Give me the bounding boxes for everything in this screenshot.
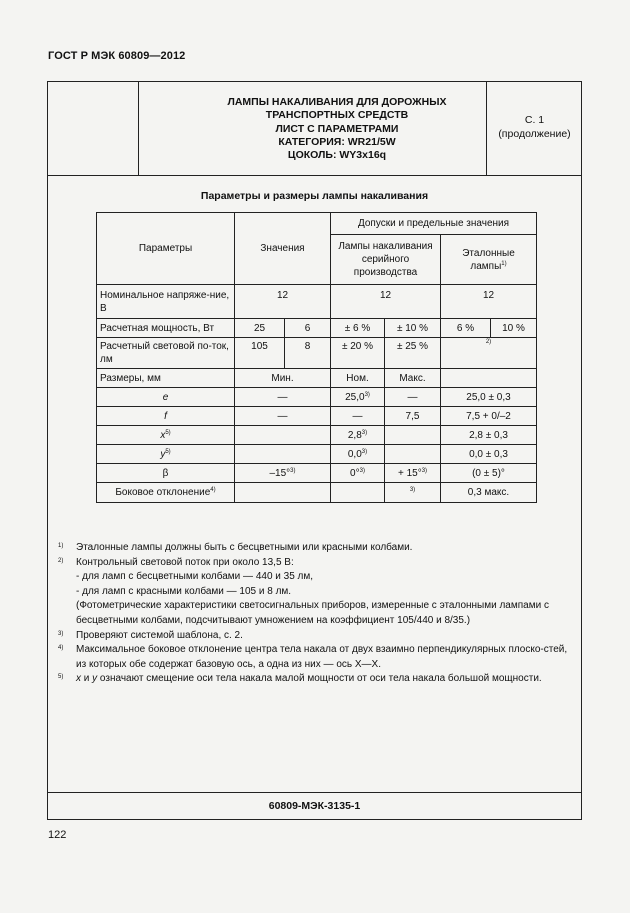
footnote: 2) Контрольный световой поток при около 13,5 В: [58,556,294,568]
cell-value: ± 25 % [385,338,441,369]
row-label: Боковое отклонение$^{4)}$ [97,483,235,503]
sheet-page-cell [486,82,582,175]
footnote: 5) x и y означают смещение оси тела накала малой мощности от оси тела накала большой мощности. [58,673,542,685]
cell-empty [331,483,385,503]
footnote-line: - для ламп с бесцветными колбами — 440 и 35 лм, [76,571,314,583]
header-reference: Эталонные лампы$^{1)}$ [441,235,537,285]
table-row [97,483,537,503]
row-label: e [97,388,235,407]
cell-value: 10 % [491,319,537,338]
cell-value: 6 [285,319,331,338]
cell-value: 7,5 + 0/–2 [441,407,537,426]
cell-value: Мин. [235,369,331,388]
row-label: Расчетный световой по-ток, лм [97,338,235,369]
cell-value: 25,0 ± 0,3 [441,388,537,407]
cell-value: ± 6 % [331,319,385,338]
table-title: Параметры и размеры лампы накаливания [200,190,429,202]
cell-value: 3) [385,483,441,503]
table-row [97,388,537,407]
cell-value: 2,8 ± 0,3 [441,426,537,445]
cell-value: — [235,388,331,407]
cell-value: 105 [235,338,285,369]
title-block [48,82,581,176]
cell-value: 25 [235,319,285,338]
table-row [97,213,537,235]
cell-value: ± 10 % [385,319,441,338]
title-line: ЦОКОЛЬ: WY3x16q [287,149,387,162]
sheet-page: С. 1 [524,114,545,126]
table-row [97,407,537,426]
table-row [97,338,537,369]
footnote-line: - для ламп с красными колбами — 105 и 8 лм. [76,585,292,597]
cell-value: 0°$^{3)}$ [331,464,385,483]
sheet-title [139,96,535,162]
row-label: Размеры, мм [97,369,235,388]
footnotes [58,541,573,687]
cell-value: — [385,388,441,407]
table-row [97,426,537,445]
cell-value: 6 % [441,319,491,338]
table-row [97,464,537,483]
table-row [97,285,537,319]
title-line: ЛАМПЫ НАКАЛИВАНИЯ ДЛЯ ДОРОЖНЫХ [227,96,447,108]
cell-empty [235,483,331,503]
table-row [97,369,537,388]
table-row [97,445,537,464]
row-label: Номинальное напряже-ние, В [97,285,235,319]
cell-value: + 15°$^{3)}$ [385,464,441,483]
cell-value: 0,3 макс. [441,483,537,503]
cell-value: 8 [285,338,331,369]
cell-value: 0,0$^{3)}$ [331,445,385,464]
cell-value: 2,8$^{3)}$ [331,426,385,445]
header-serial: Лампы накаливания серийного производства [331,235,441,285]
cell-value: — [235,407,331,426]
cell-value: (0 ± 5)° [441,464,537,483]
footnote: 1) Эталонные лампы должны быть с бесцветными или красными колбами. [58,542,413,553]
cell-value: 0,0 ± 0,3 [441,445,537,464]
footnote: 4) Максимальное боковое отклонение центра тела накала от двух взаимно перпендикулярных плоско-стей, из которых обе содержат базовую ось, а одна из них — ось X—X. [58,644,568,670]
table-row [97,319,537,338]
cell-value: 2) [441,338,537,369]
sheet-frame [47,81,582,820]
document-header: ГОСТ Р МЭК 60809—2012 [48,50,186,62]
row-label: $x^{5)}$ [97,426,235,445]
page-number: 122 [48,829,67,841]
header-params: Параметры [97,213,235,285]
cell-value: 25,0$^{3)}$ [331,388,385,407]
header-values: Значения [235,213,331,285]
header-tolerances: Допуски и предельные значения [331,213,537,235]
cell-value: 7,5 [385,407,441,426]
cell-empty [385,445,441,464]
row-label: f [97,407,235,426]
cell-value: Макс. [385,369,441,388]
cell-value: Ном. [331,369,385,388]
footnote: 3) Проверяют системой шаблона, с. 2. [58,629,243,641]
title-left-cell [48,82,139,175]
cell-value: 12 [441,285,537,319]
cell-value: — [331,407,385,426]
cell-value: –15°$^{3)}$ [235,464,331,483]
cell-value: 12 [331,285,441,319]
sheet-continuation: (продолжение) [498,128,571,140]
row-label: Расчетная мощность, Вт [97,319,235,338]
footnote-line: (Фотометрические характеристики светосигнальных приборов, измеренные с эталонными лампами с бесцветными колбами, подсчитывают умножением на коэффициент 105/440 и 8/35.) [76,600,549,626]
cell-empty [385,426,441,445]
cell-empty [235,426,331,445]
title-line: ТРАНСПОРТНЫХ СРЕДСТВ [265,109,409,122]
row-label: $y^{5)}$ [97,445,235,464]
title-line: КАТЕГОРИЯ: WR21/5W [278,135,396,148]
row-label: β [97,464,235,483]
parameters-table [96,212,537,503]
cell-empty [235,445,331,464]
document-code: 60809-МЭК-3135-1 [48,792,581,820]
title-line: ЛИСТ С ПАРАМЕТРАМИ [275,122,399,135]
cell-value: 12 [235,285,331,319]
cell-empty [441,369,537,388]
cell-value: ± 20 % [331,338,385,369]
